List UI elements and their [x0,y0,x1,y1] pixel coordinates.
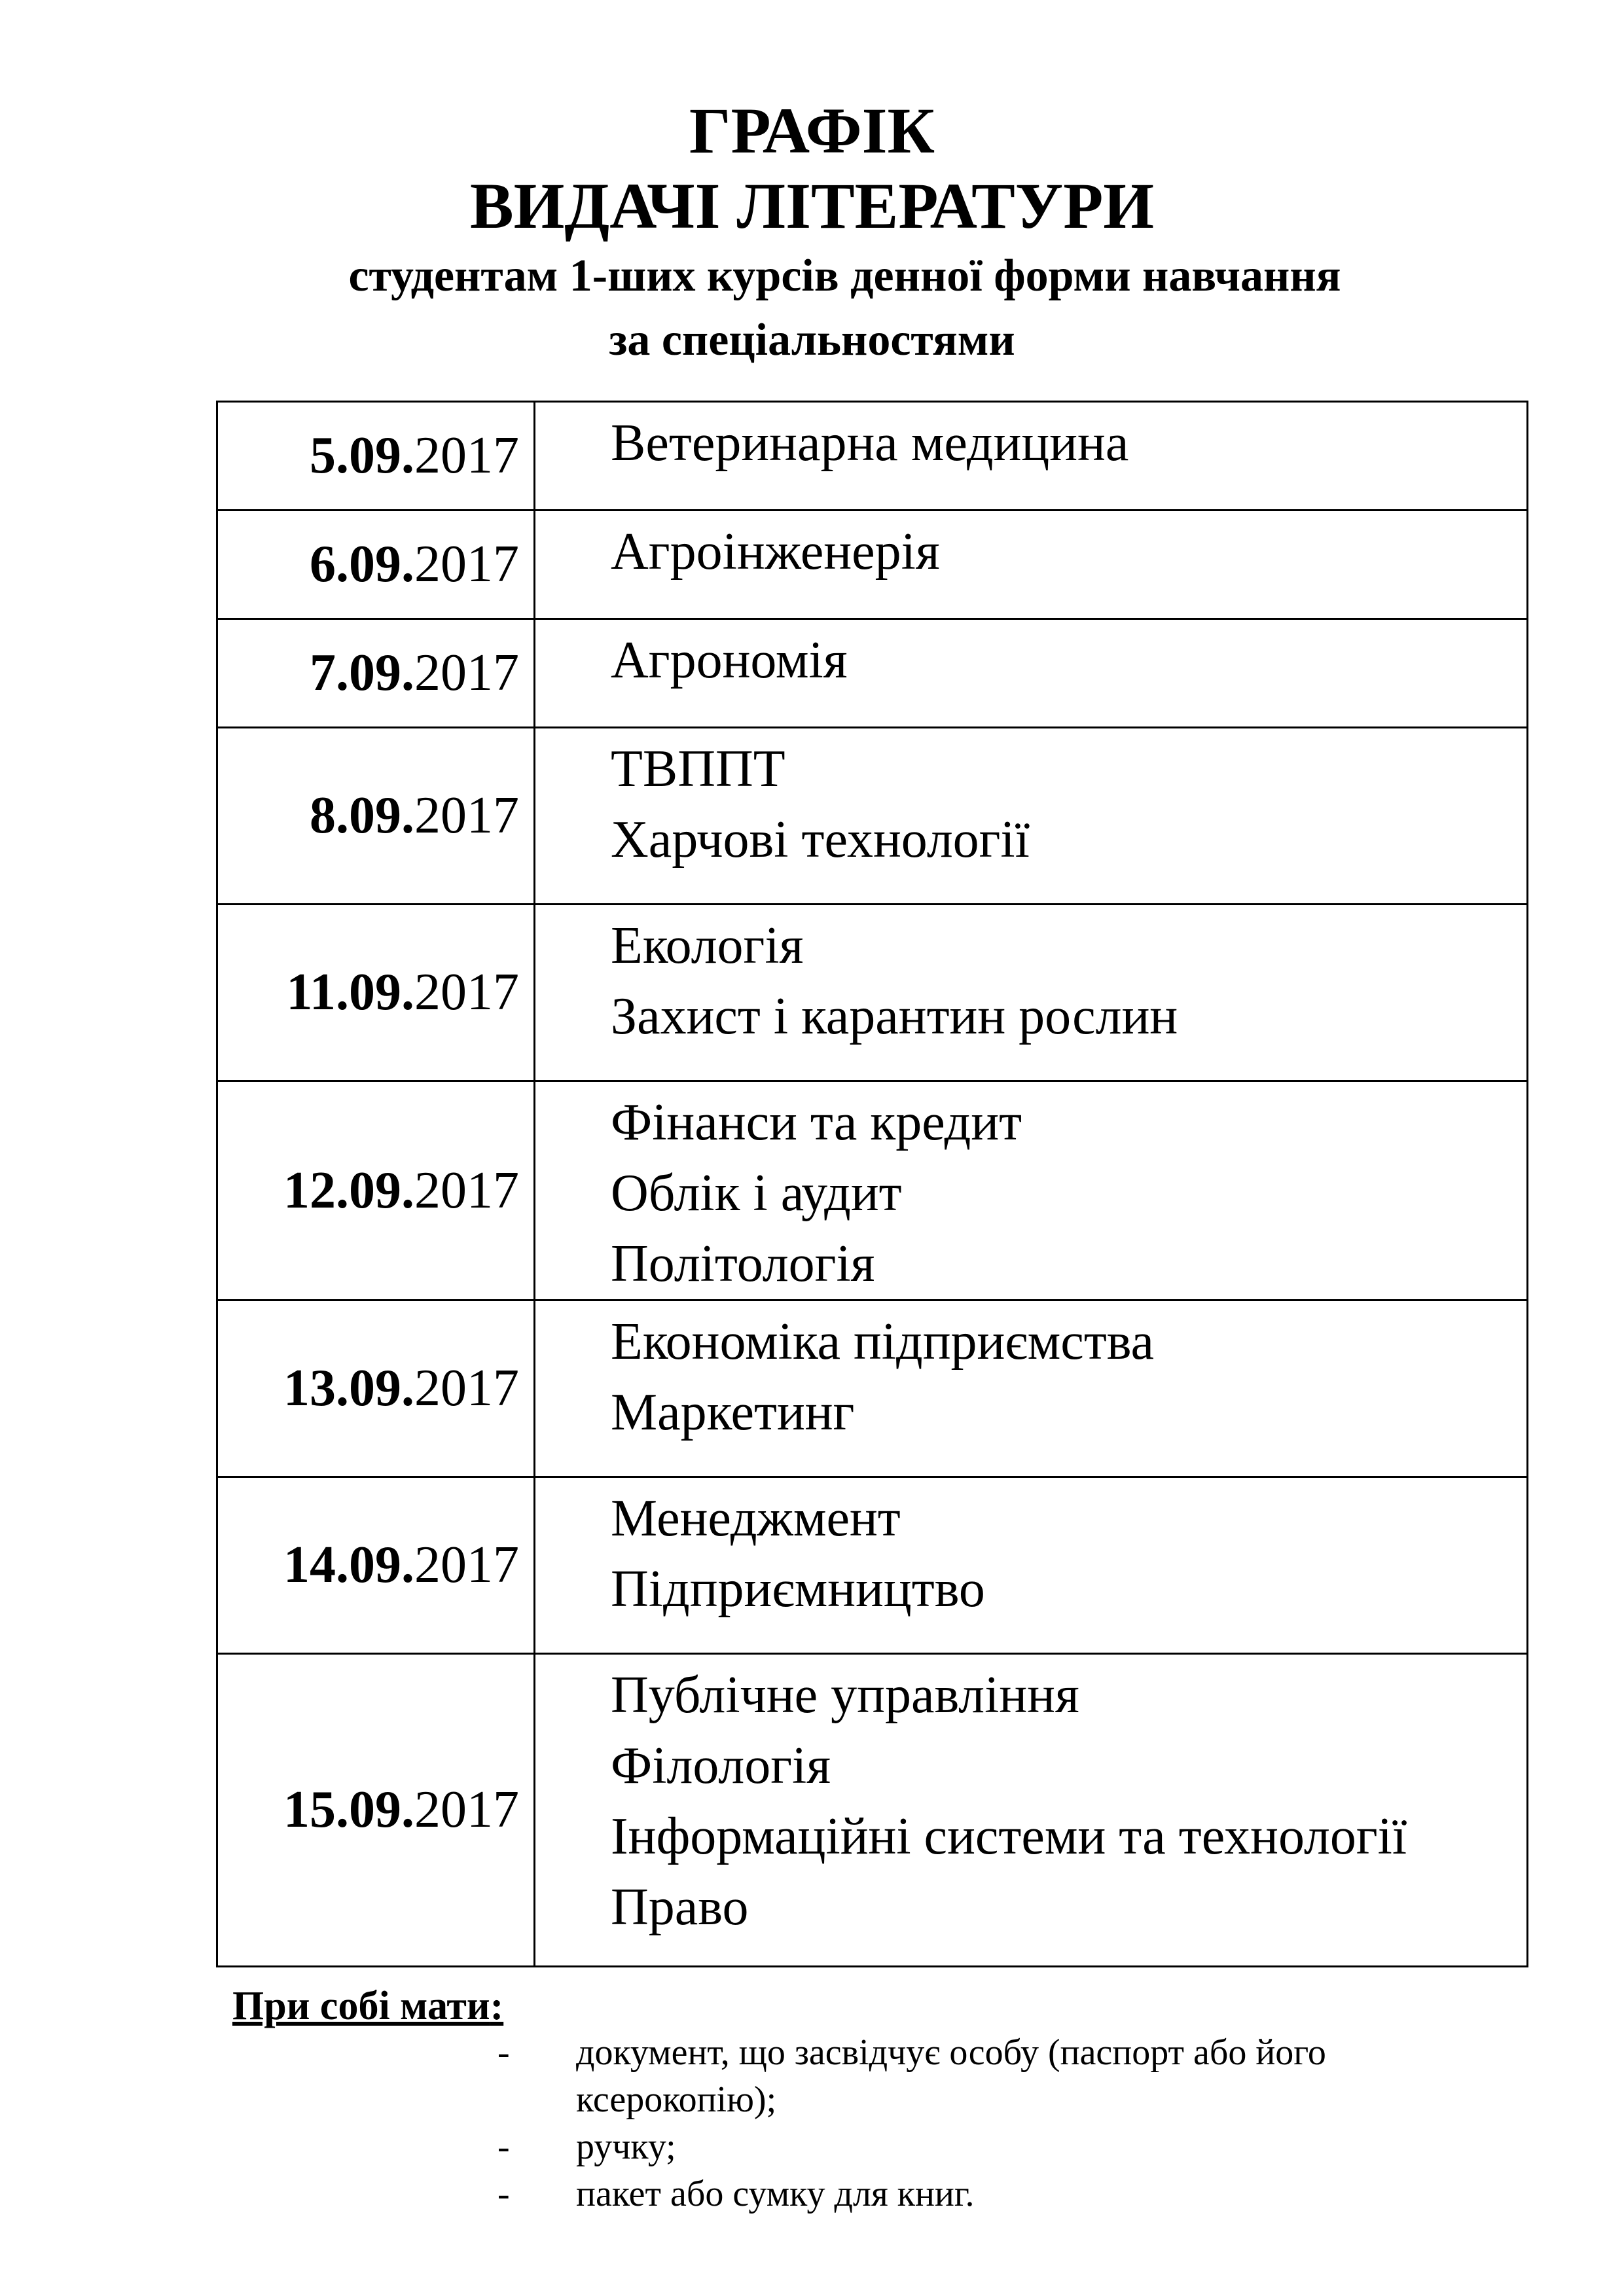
specialty-name: Менеджмент [611,1490,901,1547]
date-year: 2017 [414,963,519,1021]
schedule-table [216,401,1528,1967]
table-row [217,619,1528,728]
date-day-month: 7.09. [310,644,414,702]
specialty-cell [535,619,1528,728]
date-cell [217,905,535,1081]
date-day-month: 15.09. [283,1781,414,1839]
specialty-name: ТВППТ [611,740,785,798]
page-title: ГРАФІК [689,94,935,167]
date-day-month: 5.09. [310,427,414,484]
specialty-cell [535,1654,1528,1967]
date-cell [217,511,535,619]
list-item-text: пакет або сумку для книг. [576,2174,975,2214]
specialty-name: Політологія [611,1235,875,1293]
date-year: 2017 [414,1536,519,1594]
date-year: 2017 [414,1359,519,1417]
specialty-name: Облік і аудит [611,1164,902,1222]
date-year: 2017 [414,644,519,702]
list-item [497,2123,1479,2170]
dash-bullet: - [497,2174,510,2214]
notes-heading [232,1983,503,2030]
specialty-name: Економіка підприємства [611,1313,1154,1371]
date-cell [217,619,535,728]
table-row [217,1081,1528,1300]
specialty-name: Ветеринарна медицина [611,414,1129,472]
date-cell [217,1477,535,1654]
table-row [217,1654,1528,1967]
dash-bullet: - [497,2126,510,2167]
date-day-month: 8.09. [310,787,414,844]
table-row [217,1477,1528,1654]
specialty-name: Харчові технології [611,811,1030,869]
date-day-month: 13.09. [283,1359,414,1417]
specialty-cell [535,1300,1528,1477]
date-day-month: 11.09. [286,963,414,1021]
date-cell [217,728,535,905]
specialty-cell [535,1477,1528,1654]
table-row [217,905,1528,1081]
table-row [217,728,1528,905]
list-item-text: ручку; [576,2126,676,2167]
notes-heading-text: При собі мати [232,1984,490,2028]
notes-list [497,2029,1479,2217]
date-day-month: 14.09. [283,1536,414,1594]
specialty-cell [535,511,1528,619]
specialty-cell [535,728,1528,905]
specialty-name: Інформаційні системи та технології [611,1808,1407,1865]
page-title-line-2: ВИДАЧІ ЛІТЕРАТУРИ [469,170,1155,242]
list-item [497,2029,1479,2123]
date-cell [217,1300,535,1477]
list-item-text: документ, що засвідчує особу (паспорт або його ксерокопію); [576,2032,1326,2120]
table-row [217,402,1528,511]
date-year: 2017 [414,787,519,844]
specialty-name: Екологія [611,917,804,975]
date-cell [217,402,535,511]
specialty-cell [535,905,1528,1081]
specialty-cell [535,1081,1528,1300]
table-row [217,511,1528,619]
date-cell [217,1081,535,1300]
table-row [217,1300,1528,1477]
date-day-month: 6.09. [310,535,414,593]
date-cell [217,1654,535,1967]
specialty-name: Підприємництво [611,1560,985,1618]
dash-bullet: - [497,2032,510,2073]
specialty-name: Агроінженерія [611,523,940,581]
specialty-name: Філологія [611,1737,831,1795]
date-year: 2017 [414,535,519,593]
date-year: 2017 [414,1781,519,1839]
date-day-month: 12.09. [283,1161,414,1219]
specialty-name: Агрономія [611,632,848,689]
notes-heading-colon: : [490,1984,504,2028]
date-year: 2017 [414,427,519,484]
list-item [497,2170,1479,2217]
specialty-name: Маркетинг [611,1384,855,1441]
specialty-name: Захист і карантин рослин [611,988,1178,1045]
date-year: 2017 [414,1161,519,1219]
page-subtitle: студентам 1-ших курсів денної форми навчання [348,251,1341,301]
specialty-name: Право [611,1878,749,1936]
specialty-name: Фінанси та кредит [611,1094,1022,1151]
page-subtitle-line-2: за спеціальностями [609,315,1015,365]
specialty-name: Публічне управління [611,1666,1079,1724]
specialty-cell [535,402,1528,511]
